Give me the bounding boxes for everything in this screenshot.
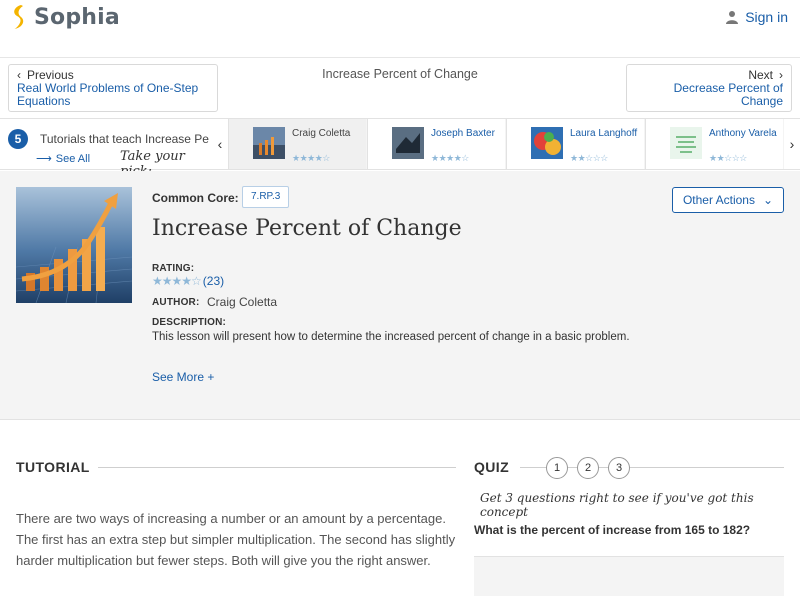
tutorial-thumbnail [16,187,132,303]
next-direction [635,68,783,82]
chevron-left-icon: ‹ [217,136,223,152]
description-label: DESCRIPTION: [152,317,227,328]
tutorials-intro [0,119,212,169]
see-more-link[interactable]: See More + [152,370,215,384]
sophia-logo[interactable] [10,4,120,30]
quiz-hint: Get 3 questions right to see if you've got this concept [480,491,754,519]
quiz-heading: QUIZ [474,459,510,475]
sign-in-label: Sign in [745,9,788,25]
tutor-card[interactable] [228,119,366,169]
tutorials-strip [0,118,800,170]
person-icon [725,10,739,24]
other-actions-label: Other Actions [682,193,755,207]
quiz-question-3[interactable]: 3 [608,457,630,479]
quiz-question-2[interactable]: 2 [577,457,599,479]
next-label: Next [748,68,773,82]
other-actions-button[interactable] [672,187,784,213]
common-core-label: Common Core: [152,191,239,205]
carousel-next-button[interactable] [784,119,800,169]
tutor-stars: ★★☆☆☆ [570,153,608,163]
tutor-card[interactable] [645,119,783,169]
tutorial-divider [98,467,456,468]
chevron-left-icon: ‹ [17,68,21,82]
next-tutorial-card[interactable] [626,64,792,112]
tutorial-count-badge: 5 [8,129,28,149]
brand-name: Sophia [34,4,120,30]
tutor-card[interactable] [367,119,505,169]
tutor-avatar [531,127,563,159]
tutorials-text: Tutorials that teach Increase Pe [40,132,209,146]
current-tutorial-title: Increase Percent of Change [322,67,478,81]
tutorial-body: There are two ways of increasing a number or an amount by a percentage. The first has an extra step but simpler multiplication. The second has slightly harder multiplication but fewer steps. Both will give you the right answer. [16,511,456,568]
take-your-pick-label: Take your [120,149,185,164]
chevron-right-icon: › [789,136,795,152]
rating-count: (23) [202,274,225,288]
tutor-name: Craig Coletta [292,128,351,139]
tutor-avatar [392,127,424,159]
common-core-badge[interactable]: 7.RP.3 [242,186,289,208]
see-all-link[interactable] [36,152,90,165]
quiz-question-1[interactable]: 1 [546,457,568,479]
previous-label: Previous [27,68,74,82]
quiz-question-text: What is the percent of increase from 165 to 182? [474,523,751,537]
site-header [0,0,800,58]
arrow-right-icon: ⟶ [36,153,52,165]
rating[interactable] [152,274,224,288]
tutor-card[interactable] [506,119,644,169]
page-title: Increase Percent of Change [152,216,462,241]
previous-tutorial-card[interactable] [8,64,218,112]
tutor-stars: ★★☆☆☆ [709,153,747,163]
previous-direction [17,68,209,82]
carousel-prev-button[interactable] [212,119,228,169]
chevron-right-icon: › [779,68,783,82]
description-text: This lesson will present how to determine the increased percent of change in a basic problem. [152,331,630,343]
author-label: AUTHOR: [152,297,200,308]
tutor-name: Joseph Baxter [431,128,495,139]
tutor-name: Anthony Varela [709,128,777,139]
previous-tutorial-link[interactable]: Real World Problems of One-Step Equations [17,81,199,108]
tutorial-heading: TUTORIAL [16,459,90,475]
rating-stars: ★★★★☆ [152,274,201,288]
tutor-avatar [670,127,702,159]
tutor-name: Laura Langhoff [570,128,638,139]
chevron-down-icon: ⌄ [762,193,774,207]
tutorial-info-panel [0,171,800,420]
rating-label: RATING: [152,263,195,274]
sign-in-link[interactable] [725,9,788,25]
tutor-stars: ★★★★☆ [292,153,330,163]
tutor-avatar [253,127,285,159]
next-tutorial-link[interactable]: Decrease Percent of Change [673,81,783,108]
tutor-stars: ★★★★☆ [431,153,469,163]
sophia-logo-icon [10,4,28,30]
quiz-answer-option[interactable] [474,556,784,596]
see-all-label: See All [55,152,91,165]
author-name: Craig Coletta [207,295,278,309]
